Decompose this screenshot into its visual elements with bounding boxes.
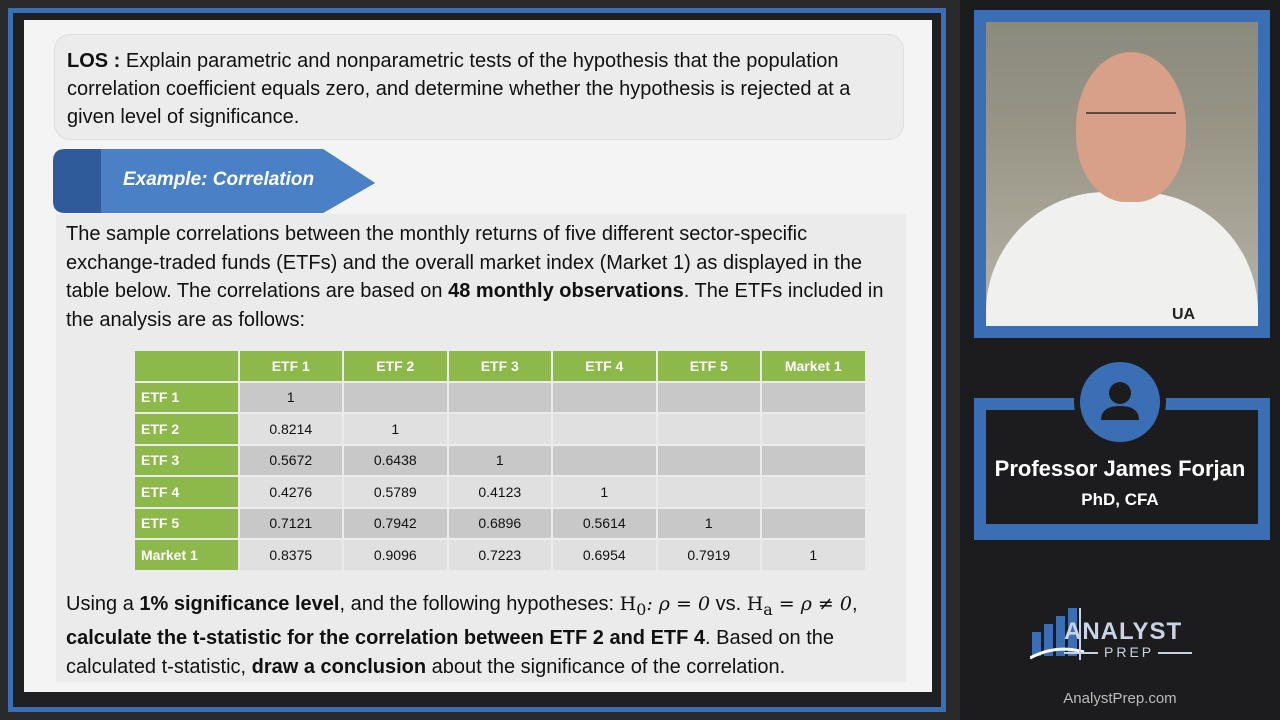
table-cell [658,383,761,413]
example-banner [53,149,377,213]
table-cell: 0.9096 [344,540,447,570]
webcam-frame [974,10,1270,338]
table-row [135,540,865,570]
task-conclude: draw a conclusion [251,655,427,678]
row-header: ETF 5 [135,509,238,539]
column-header: ETF 1 [240,351,343,381]
table-cell: 1 [344,414,447,444]
table-row [135,383,865,413]
table-cell [553,446,656,476]
los-text: Explain parametric and nonparametric tests of the hypothesis that the population correlation coefficient equals zero, and determine whether the hypothesis is rejected at a given level of significance. [67,50,851,128]
table-cell: 1 [658,509,761,539]
alternative-hypothesis: $H_a = \rho \ne 0$ [746,593,852,619]
presenter-shirt [986,192,1258,326]
null-hypothesis: $H_0$: ρ = 0 [619,593,711,619]
glasses-icon [1086,112,1176,130]
slide [24,20,932,692]
table-cell: 0.8214 [240,414,343,444]
presenter-panel [960,0,1280,720]
question-paragraph: Using a 1% significance level, and the following hypotheses: $H_0$: ρ = 0 vs. $H_a = \rho \ne 0$, calculate the t-statistic for the correlation between ETF 2 and ETF 4. Based on the calculated t-statistic, draw a conclusion about the significance of the correlation. [66,593,858,678]
table-cell [553,414,656,444]
table-row [135,509,865,539]
observations-count: 48 monthly observations [448,280,684,302]
table-row [135,446,865,476]
table-cell [449,414,552,444]
row-header: ETF 4 [135,477,238,507]
column-header: ETF 4 [553,351,656,381]
row-header: Market 1 [135,540,238,570]
significance-level: 1% significance level [139,593,340,615]
table-cell [658,414,761,444]
table-cell: 0.6954 [553,540,656,570]
table-corner [135,351,238,381]
table-cell: 0.5789 [344,477,447,507]
shirt-logo: UA [1172,306,1196,323]
table-cell [762,446,865,476]
logo-text-top: ANALYST [1064,618,1183,645]
table-cell: 0.4123 [449,477,552,507]
table-row [135,477,865,507]
table-cell [762,414,865,444]
table-cell: 1 [240,383,343,413]
row-header: ETF 3 [135,446,238,476]
table-cell: 0.8375 [240,540,343,570]
intro-paragraph: The sample correlations between the monthly returns of five different sector-specific exchange-traded funds (ETFs) and the overall market index (Market 1) as displayed in the table below. The correlations are based on 48 monthly observations. The ETFs included in the analysis are as follows: [66,223,884,331]
table-cell [658,446,761,476]
table-cell: 0.6438 [344,446,447,476]
table-cell: 0.7121 [240,509,343,539]
column-header: ETF 5 [658,351,761,381]
table-cell: 0.5614 [553,509,656,539]
row-header: ETF 2 [135,414,238,444]
user-icon [1080,362,1160,442]
logo-text-bottom: PREP [1104,644,1155,660]
table-cell: 0.7223 [449,540,552,570]
column-header: Market 1 [762,351,865,381]
correlation-table [133,349,867,572]
site-url[interactable]: AnalystPrep.com [1063,690,1177,707]
table-cell [553,383,656,413]
table-cell [449,383,552,413]
los-box [54,34,904,140]
banner-title: Example: Correlation [123,169,315,190]
table-cell: 1 [449,446,552,476]
table-cell: 1 [553,477,656,507]
los-label: LOS : [67,50,121,72]
table-row [135,414,865,444]
table-cell [762,509,865,539]
table-header-row [135,351,865,381]
presenter-video [986,22,1258,326]
row-header: ETF 1 [135,383,238,413]
table-cell [658,477,761,507]
table-cell [762,477,865,507]
task-calculate: calculate the t-statistic for the correlation between ETF 2 and ETF 4 [66,627,706,650]
table-cell: 0.6896 [449,509,552,539]
example-content [56,214,906,682]
avatar [1080,362,1160,442]
presenter-name: Professor James Forjan [994,456,1246,481]
table-cell [762,383,865,413]
table-cell [344,383,447,413]
table-cell: 0.7919 [658,540,761,570]
presenter-credentials: PhD, CFA [1081,490,1159,509]
table-cell: 1 [762,540,865,570]
table-cell: 0.7942 [344,509,447,539]
column-header: ETF 3 [449,351,552,381]
table-cell: 0.4276 [240,477,343,507]
column-header: ETF 2 [344,351,447,381]
table-cell: 0.5672 [240,446,343,476]
